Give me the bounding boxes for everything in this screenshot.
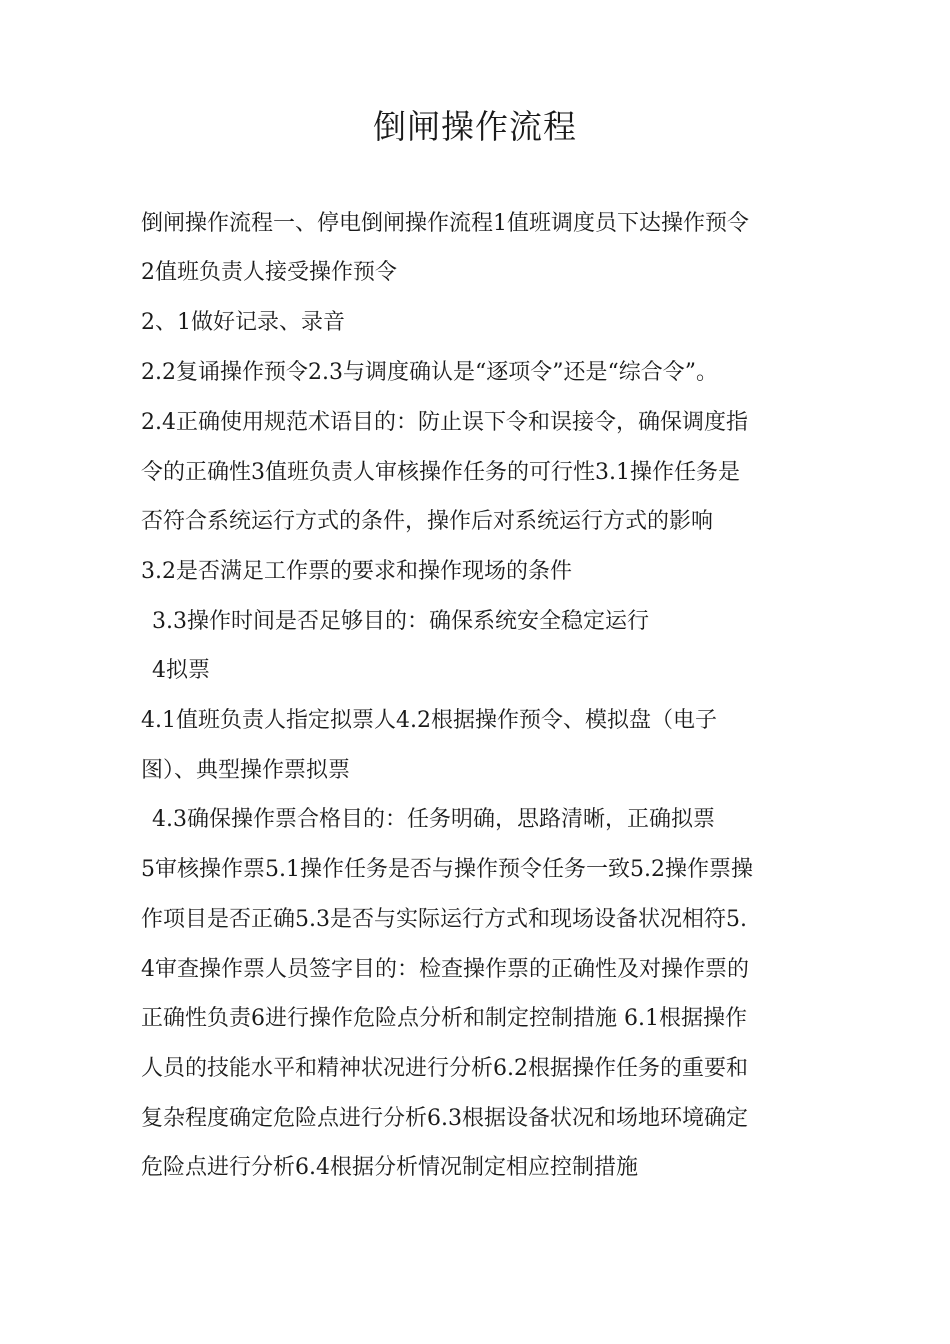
- body-line: 2.2复诵操作预令2.3与调度确认是“逐项令”还是“综合令”。: [141, 360, 718, 385]
- body-line: 人员的技能水平和精神状况进行分析6.2根据操作任务的重要和: [141, 1056, 748, 1081]
- body-line: 2值班负责人接受操作预令: [141, 260, 397, 285]
- body-line: 5审核操作票5.1操作任务是否与操作预令任务一致5.2操作票操: [141, 857, 753, 882]
- body-line: 正确性负责6进行操作危险点分析和制定控制措施 6.1根据操作: [141, 1006, 747, 1031]
- body-line: 作项目是否正确5.3是否与实际运行方式和现场设备状况相符5.: [141, 907, 747, 932]
- body-line: 3.2是否满足工作票的要求和操作现场的条件: [141, 559, 572, 584]
- document-title: 倒闸操作流程: [373, 107, 577, 146]
- body-line: 4.3确保操作票合格目的：任务明确，思路清晰，正确拟票: [152, 807, 715, 832]
- body-line: 复杂程度确定危险点进行分析6.3根据设备状况和场地环境确定: [141, 1106, 748, 1131]
- body-line: 危险点进行分析6.4根据分析情况制定相应控制措施: [141, 1155, 638, 1180]
- body-line: 令的正确性3值班负责人审核操作任务的可行性3.1操作任务是: [141, 460, 740, 485]
- body-line: 图）、典型操作票拟票: [141, 758, 351, 783]
- body-line: 4审查操作票人员签字目的：检查操作票的正确性及对操作票的: [141, 957, 749, 982]
- body-line: 3.3操作时间是否足够目的：确保系统安全稳定运行: [152, 609, 649, 634]
- body-line: 2.4正确使用规范术语目的：防止误下令和误接令，确保调度指: [141, 410, 748, 435]
- body-line: 否符合系统运行方式的条件，操作后对系统运行方式的影响: [141, 509, 714, 534]
- body-line: 倒闸操作流程一、停电倒闸操作流程1值班调度员下达操作预令: [141, 211, 749, 236]
- body-line: 2、1做好记录、录音: [141, 310, 345, 335]
- body-line: 4拟票: [152, 658, 210, 683]
- body-line: 4.1值班负责人指定拟票人4.2根据操作预令、模拟盘（电子: [141, 708, 717, 733]
